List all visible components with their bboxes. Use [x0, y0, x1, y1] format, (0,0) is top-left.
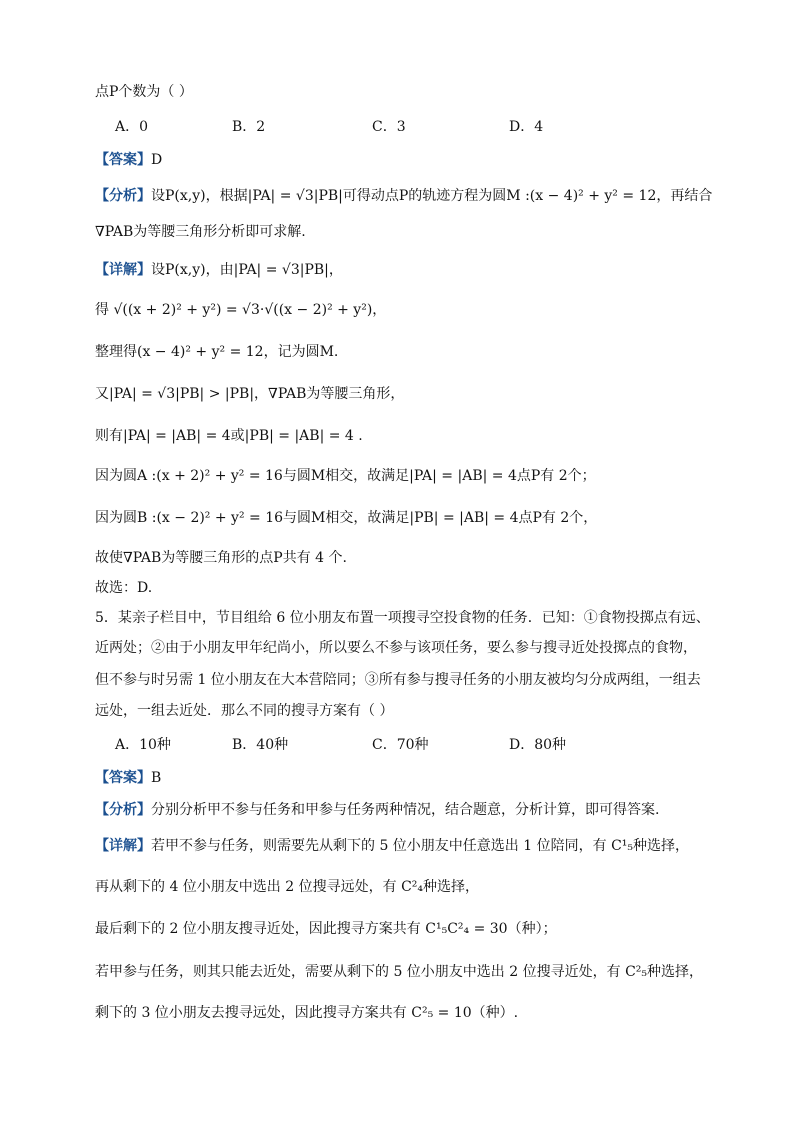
answer-tag: 【答案】 — [95, 152, 151, 168]
q4-answer-line — [95, 150, 725, 170]
q4-detail-line-5: 则有|PA| = |AB| = 4或|PB| = |AB| = 4 . — [95, 428, 363, 444]
q4-answer: D — [151, 152, 163, 168]
q4-detail-text-1: 设P(x,y)，由|PA| = √3|PB|， — [151, 262, 343, 278]
q4-choose-line: 故选：D. — [95, 580, 153, 596]
q4-analysis-line-2: ∇PAB为等腰三角形分析即可求解. — [95, 224, 306, 240]
q5-analysis-text: 分别分析甲不参与任务和甲参与任务两种情况，结合题意，分析计算，即可得答案. — [151, 802, 660, 818]
q4-detail-line-7: 因为圆B :(x − 2)² + y² = 16与圆M相交，故满足|PB| = |AB| = 4点P有 2个， — [95, 510, 598, 526]
q5-detail-line-2: 再从剩下的 4 位小朋友中选出 2 位搜寻远处，有 C²₄种选择， — [95, 879, 480, 895]
q4-stem-tail: 点P个数为（ ） — [95, 84, 193, 100]
q5-detail-line-4: 若甲参与任务，则其只能去近处，需要从剩下的 5 位小朋友中选出 2 位搜寻近处，有 C²₅种选择， — [95, 964, 703, 980]
detail-tag: 【详解】 — [95, 838, 151, 854]
q5-stem-line-3: 但不参与时另需 1 位小朋友在大本营陪同；③所有参与搜寻任务的小朋友被均匀分成两组，一组去 — [95, 672, 701, 688]
q4-detail-line-6: 因为圆A :(x + 2)² + y² = 16与圆M相交，故满足|PA| = |AB| = 4点P有 2个； — [95, 468, 596, 484]
q5-option-d: D．80种 — [509, 737, 567, 753]
q4-option-d: D．4 — [509, 119, 544, 135]
answer-tag: 【答案】 — [95, 770, 151, 786]
q5-analysis-line — [95, 800, 725, 820]
analysis-tag: 【分析】 — [95, 802, 151, 818]
q5-detail-line-1 — [95, 836, 725, 856]
q5-stem-line-4: 远处，一组去近处．那么不同的搜寻方案有（ ） — [95, 703, 394, 719]
q5-option-b: B．40种 — [232, 737, 289, 753]
analysis-tag: 【分析】 — [95, 188, 151, 204]
q5-answer-line — [95, 768, 725, 788]
q5-stem-line-2: 近两处；②由于小朋友甲年纪尚小，所以要么不参与该项任务，要么参与搜寻近处投掷点的食物， — [95, 640, 697, 656]
q5-answer: B — [151, 770, 162, 786]
q5-stem-line-1: 5．某亲子栏目中，节目组给 6 位小朋友布置一项搜寻空投食物的任务．已知：①食物投掷点有远、 — [95, 610, 710, 626]
q4-option-c: C．3 — [372, 119, 406, 135]
detail-tag: 【详解】 — [95, 262, 151, 278]
q4-detail-line-4: 又|PA| = √3|PB| > |PB|，∇PAB为等腰三角形， — [95, 386, 405, 402]
q4-detail-line-8: 故使∇PAB为等腰三角形的点P共有 4 个. — [95, 550, 347, 566]
q4-detail-line-2: 得 √((x + 2)² + y²) = √3·√((x − 2)² + y²)， — [95, 302, 387, 318]
q4-option-a: A．0 — [115, 119, 149, 135]
q5-option-a: A．10种 — [115, 737, 171, 753]
q4-option-b: B．2 — [232, 119, 266, 135]
q5-detail-line-5: 剩下的 3 位小朋友去搜寻远处，因此搜寻方案共有 C²₅ = 10（种）. — [95, 1005, 519, 1021]
q4-analysis-text-1: 设P(x,y)，根据|PA| = √3|PB|可得动点P的轨迹方程为圆M :(x − 4)² + y² = 12，再结合 — [151, 188, 713, 204]
q5-detail-text-1: 若甲不参与任务，则需要先从剩下的 5 位小朋友中任意选出 1 位陪同，有 C¹₅种选择， — [151, 838, 689, 854]
q5-detail-line-3: 最后剩下的 2 位小朋友搜寻近处，因此搜寻方案共有 C¹₅C²₄ = 30（种）； — [95, 921, 557, 937]
q5-option-c: C．70种 — [372, 737, 429, 753]
q4-detail-line-1 — [95, 260, 725, 280]
q4-analysis-line-1 — [95, 186, 725, 206]
q4-detail-line-3: 整理得(x − 4)² + y² = 12，记为圆M. — [95, 344, 339, 360]
